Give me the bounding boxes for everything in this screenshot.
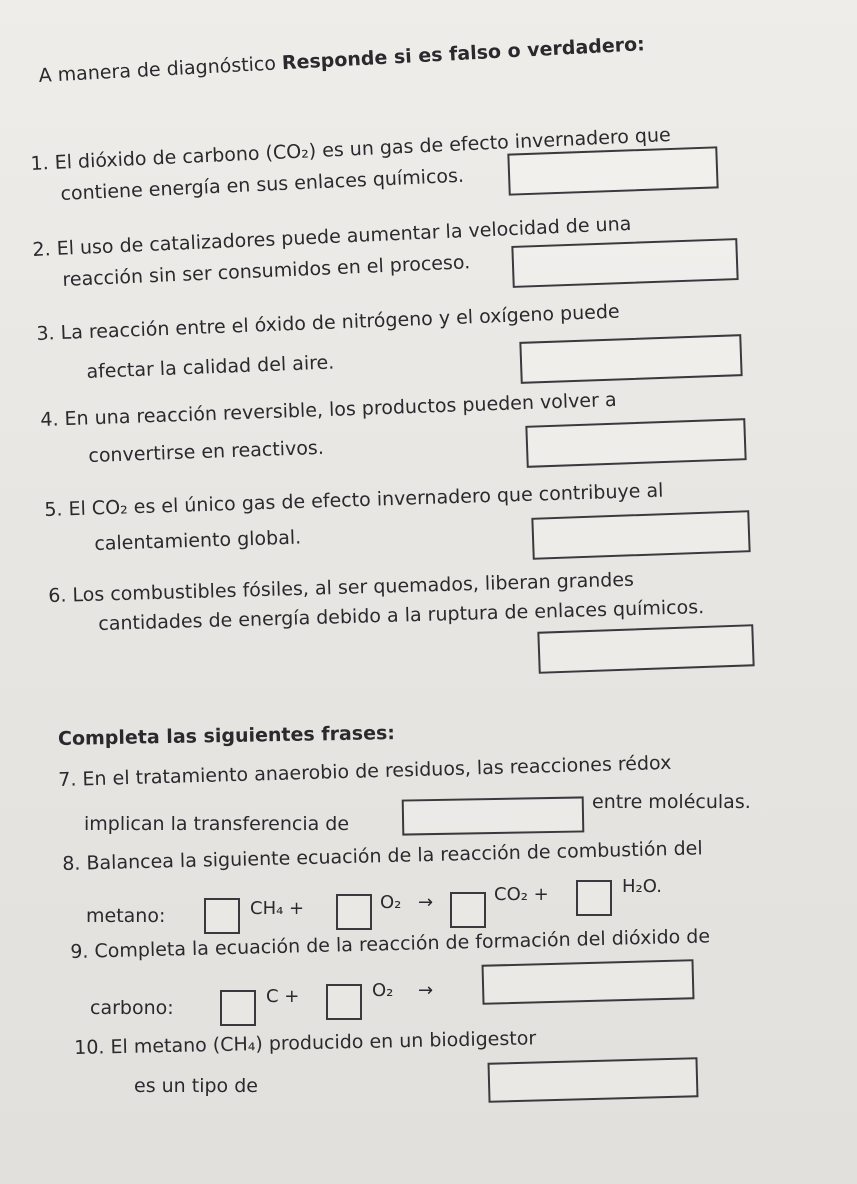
tf-answer-box-5[interactable] [531, 510, 750, 560]
tf-item-6-text: Los combustibles fósiles, al ser quemados, liberan grandes [72, 568, 635, 607]
tf-item-6-number: 6. [48, 584, 67, 607]
q10-line2: es un tipo de [134, 1075, 258, 1097]
q8-coef-box-o2[interactable] [336, 894, 372, 930]
tf-item-2-line2: reacción sin ser consumidos en el proceso. [62, 251, 471, 291]
q8-line1 [62, 836, 703, 876]
tf-answer-box-2[interactable] [511, 238, 738, 288]
tf-item-3-line2: afectar la calidad del aire. [86, 351, 335, 383]
q9-answer-box[interactable] [482, 959, 695, 1005]
q8-text: Balancea la siguiente ecuación de la reacción de combustión del [86, 837, 703, 875]
tf-item-2-number: 2. [32, 238, 52, 261]
q8-coef-box-ch4[interactable] [204, 898, 240, 934]
tf-item-4-text: En una reacción reversible, los productos pueden volver a [64, 388, 617, 431]
q7-line2a: implican la transferencia de [84, 813, 350, 835]
q8-h2o: H₂O. [622, 876, 662, 897]
q8-arrow: → [418, 892, 434, 913]
q9-label: carbono: [90, 997, 174, 1019]
tf-item-5-text: El CO₂ es el único gas de efecto invernadero que contribuye al [68, 479, 664, 521]
q10-answer-box[interactable] [488, 1057, 699, 1102]
tf-item-5-line2: calentamiento global. [94, 526, 302, 555]
q9-line1 [70, 924, 710, 964]
q7-text: En el tratamiento anaerobio de residuos, las reacciones rédox [82, 751, 672, 791]
header-emphasis: Responde si es falso o verdadero: [281, 33, 646, 75]
tf-answer-box-4[interactable] [525, 418, 746, 468]
tf-item-3-text: La reacción entre el óxido de nitrógeno y el oxígeno puede [60, 300, 620, 345]
q9-o2: O₂ [372, 980, 394, 1001]
tf-answer-box-1[interactable] [507, 146, 718, 195]
q8-number: 8. [62, 852, 81, 875]
q10-text: El metano (CH₄) producido en un biodigestor [110, 1027, 537, 1059]
tf-item-4-number: 4. [40, 408, 59, 431]
q7-answer-box[interactable] [402, 796, 585, 835]
tf-answer-box-3[interactable] [519, 334, 742, 384]
tf-item-3-number: 3. [36, 322, 56, 345]
header-instruction [38, 32, 645, 88]
tf-item-1-number: 1. [30, 152, 50, 175]
q8-co2: CO₂ + [494, 884, 549, 905]
q8-ch4: CH₄ + [250, 898, 305, 919]
tf-item-2-text: El uso de catalizadores puede aumentar la velocidad de una [56, 212, 632, 260]
q9-coef-box-c[interactable] [220, 990, 256, 1026]
q9-c: C + [266, 986, 300, 1007]
q9-number: 9. [70, 940, 89, 963]
q7-line2b: entre moléculas. [592, 791, 751, 813]
tf-item-6-line2: cantidades de energía debido a la ruptura de enlaces químicos. [98, 596, 705, 635]
q8-o2: O₂ [380, 892, 402, 913]
q8-coef-box-h2o[interactable] [576, 880, 612, 916]
tf-item-4-line2: convertirse en reactivos. [88, 436, 325, 467]
header-prefix: A manera de diagnóstico [38, 52, 283, 87]
q9-coef-box-o2[interactable] [326, 984, 362, 1020]
section2-title: Completa las siguientes frases: [57, 722, 396, 750]
q8-label: metano: [86, 905, 166, 927]
q9-text: Completa la ecuación de la reacción de formación del dióxido de [94, 925, 711, 963]
tf-item-1-line2: contiene energía en sus enlaces químicos. [60, 164, 465, 205]
tf-item-3-line1 [36, 300, 620, 346]
tf-item-1-text: El dióxido de carbono (CO₂) es un gas de efecto invernadero que [54, 123, 672, 174]
q8-coef-box-co2[interactable] [450, 892, 486, 928]
q10-number: 10. [74, 1036, 105, 1059]
q7-number: 7. [58, 768, 77, 791]
q9-arrow: → [418, 980, 434, 1001]
q7-line1 [58, 751, 672, 792]
tf-answer-box-6[interactable] [537, 624, 754, 674]
tf-item-5-number: 5. [44, 498, 63, 521]
q10-line1 [74, 1026, 536, 1060]
